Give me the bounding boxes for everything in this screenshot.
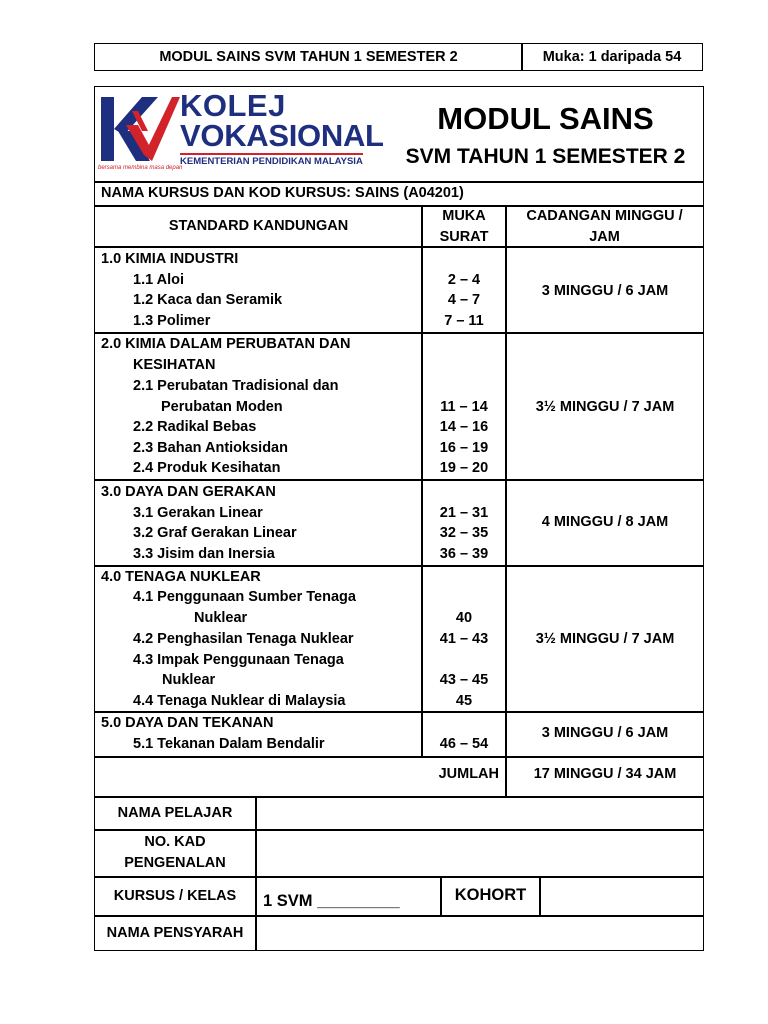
item-3-3: 3.3 Jisim dan Inersia: [133, 546, 275, 562]
kv-emblem-icon: [98, 91, 183, 175]
pages-3-1: 21 – 31: [439, 505, 489, 521]
item-2-1: 2.1 Perubatan Tradisional dan: [133, 378, 339, 394]
item-4-1-cont: Nuklear: [194, 610, 248, 626]
logo-line1: KOLEJ: [180, 88, 286, 123]
page-info: Muka: 1 daripada 54: [521, 43, 703, 71]
label-kursus-kelas: KURSUS / KELAS: [113, 887, 237, 904]
item-3-2: 3.2 Graf Gerakan Linear: [133, 525, 297, 541]
page-title: MODUL SAINS: [437, 101, 654, 136]
section-5-title: 5.0 DAYA DAN TEKANAN: [101, 715, 274, 731]
pages-1-1: 2 – 4: [447, 272, 481, 288]
pages-2-3: 16 – 19: [439, 440, 489, 456]
label-kohort: KOHORT: [454, 885, 527, 904]
field-nama-pelajar[interactable]: [257, 797, 703, 829]
course-name-code: NAMA KURSUS DAN KOD KURSUS: SAINS (A04201): [101, 185, 464, 201]
field-kohort[interactable]: [541, 877, 703, 915]
label-nama-pelajar: NAMA PELAJAR: [117, 804, 233, 821]
item-2-2: 2.2 Radikal Bebas: [133, 419, 257, 435]
pages-2-1: 11 – 14: [440, 399, 488, 415]
item-4-3: 4.3 Impak Penggunaan Tenaga: [133, 652, 344, 668]
duration-4: 3½ MINGGU / 7 JAM: [535, 631, 675, 647]
item-1-3: 1.3 Polimer: [133, 313, 211, 329]
item-5-1: 5.1 Tekanan Dalam Bendalir: [133, 736, 325, 752]
label-nama-pensyarah: NAMA PENSYARAH: [106, 925, 244, 942]
pages-4-2: 41 – 43: [439, 631, 489, 647]
section-2-title: 2.0 KIMIA DALAM PERUBATAN DAN: [101, 336, 351, 352]
item-2-4: 2.4 Produk Kesihatan: [133, 460, 281, 476]
pages-3-2: 32 – 35: [439, 525, 489, 541]
section-2-title-cont: KESIHATAN: [133, 357, 216, 373]
module-header-title: MODUL SAINS SVM TAHUN 1 SEMESTER 2: [94, 43, 523, 71]
item-1-1: 1.1 Aloi: [133, 272, 185, 288]
header-muka-surat: MUKA SURAT: [439, 208, 489, 245]
pages-2-4: 19 – 20: [439, 460, 489, 476]
pages-4-4: 45: [455, 693, 473, 709]
section-3-title: 3.0 DAYA DAN GERAKAN: [101, 484, 276, 500]
pages-1-3: 7 – 11: [444, 313, 484, 329]
total-label: JUMLAH: [438, 766, 499, 782]
header-cadangan-minggu: CADANGAN MINGGU / JAM: [526, 208, 683, 245]
logo-ministry: KEMENTERIAN PENDIDIKAN MALAYSIA: [180, 153, 363, 168]
section-1-title: 1.0 KIMIA INDUSTRI: [101, 251, 239, 267]
pages-4-3: 43 – 45: [439, 672, 489, 688]
page-subtitle: SVM TAHUN 1 SEMESTER 2: [405, 145, 686, 168]
field-kelas-value[interactable]: 1 SVM _________: [263, 892, 400, 910]
logo-line2: VOKASIONAL: [180, 118, 384, 153]
item-2-1-cont: Perubatan Moden: [161, 399, 283, 415]
duration-1: 3 MINGGU / 6 JAM: [541, 283, 669, 299]
item-4-2: 4.2 Penghasilan Tenaga Nuklear: [133, 631, 354, 647]
total-value: 17 MINGGU / 34 JAM: [533, 766, 677, 782]
item-4-4: 4.4 Tenaga Nuklear di Malaysia: [133, 693, 346, 709]
pages-1-2: 4 – 7: [447, 292, 481, 308]
pages-5-1: 46 – 54: [439, 736, 489, 752]
kolej-vokasional-logo: [98, 88, 398, 178]
label-no-kad-pengenalan: NO. KAD PENGENALAN: [124, 834, 226, 871]
header-standard-kandungan: STANDARD KANDUNGAN: [168, 217, 349, 234]
section-4-title: 4.0 TENAGA NUKLEAR: [101, 569, 261, 585]
item-1-2: 1.2 Kaca dan Seramik: [133, 292, 283, 308]
pages-3-3: 36 – 39: [439, 546, 489, 562]
pages-4-1: 40: [455, 610, 473, 626]
duration-3: 4 MINGGU / 8 JAM: [541, 514, 669, 530]
pages-2-2: 14 – 16: [439, 419, 489, 435]
item-3-1: 3.1 Gerakan Linear: [133, 505, 263, 521]
item-2-3: 2.3 Bahan Antioksidan: [133, 440, 288, 456]
duration-2: 3½ MINGGU / 7 JAM: [535, 399, 675, 415]
field-no-kad-pengenalan[interactable]: [257, 831, 703, 876]
item-4-3-cont: Nuklear: [162, 672, 216, 688]
duration-5: 3 MINGGU / 6 JAM: [541, 725, 669, 741]
item-4-1: 4.1 Penggunaan Sumber Tenaga: [133, 589, 356, 605]
field-nama-pensyarah[interactable]: [257, 917, 703, 950]
logo-tagline: bersama membina masa depan: [98, 165, 183, 171]
